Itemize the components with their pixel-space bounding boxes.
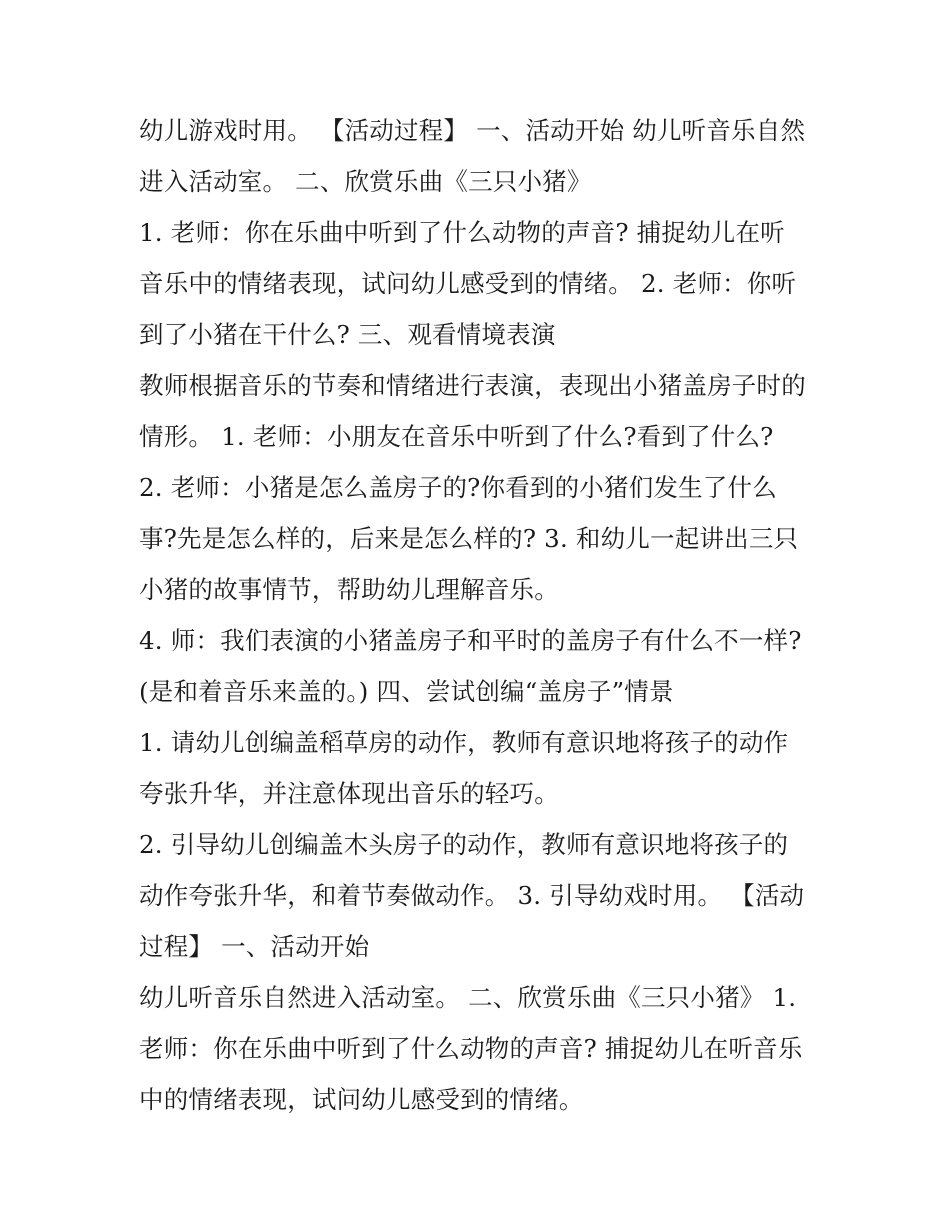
text-line: 幼儿听音乐自然进入活动室。 二、欣赏乐曲《三只小猪》 1. bbox=[139, 983, 797, 1012]
body-text bbox=[139, 105, 829, 1125]
text-line: 2. 老师：小猪是怎么盖房子的?你看到的小猪们发生了什么 bbox=[139, 473, 777, 502]
text-line: 1. 请幼儿创编盖稻草房的动作，教师有意识地将孩子的动作 bbox=[139, 728, 789, 757]
text-line: 情形。 1. 老师：小朋友在音乐中听到了什么?看到了什么? bbox=[139, 422, 774, 451]
text-line: 到了小猪在干什么? 三、观看情境表演 bbox=[139, 320, 556, 349]
text-line: 中的情绪表现，试问幼儿感受到的情绪。 bbox=[139, 1085, 584, 1114]
text-line: 动作夸张升华，和着节奏做动作。 3. 引导幼戏时用。 【活动 bbox=[139, 881, 805, 910]
text-line: 教师根据音乐的节奏和情绪进行表演，表现出小猪盖房子时的 bbox=[139, 371, 806, 400]
text-line: 2. 引导幼儿创编盖木头房子的动作，教师有意识地将孩子的 bbox=[139, 830, 789, 859]
text-line: 4. 师：我们表演的小猪盖房子和平时的盖房子有什么不一样? bbox=[139, 626, 802, 655]
text-line: 过程】 一、活动开始 bbox=[139, 932, 370, 961]
text-line: 老师：你在乐曲中听到了什么动物的声音? 捕捉幼儿在听音乐 bbox=[139, 1034, 803, 1063]
text-line: 幼儿游戏时用。 【活动过程】 一、活动开始 幼儿听音乐自然 bbox=[139, 116, 806, 145]
text-line: 事?先是怎么样的，后来是怎么样的? 3. 和幼儿一起讲出三只 bbox=[139, 524, 799, 553]
text-line: 夸张升华，并注意体现出音乐的轻巧。 bbox=[139, 779, 559, 808]
text-line: (是和着音乐来盖的。) 四、尝试创编“盖房子”情景 bbox=[139, 677, 674, 706]
text-line: 音乐中的情绪表现，试问幼儿感受到的情绪。 2. 老师：你听 bbox=[139, 269, 797, 298]
text-line: 小猪的故事情节，帮助幼儿理解音乐。 bbox=[139, 575, 559, 604]
text-line: 1. 老师：你在乐曲中听到了什么动物的声音? 捕捉幼儿在听 bbox=[139, 218, 785, 247]
text-line: 进入活动室。 二、欣赏乐曲《三只小猪》 bbox=[139, 167, 592, 196]
